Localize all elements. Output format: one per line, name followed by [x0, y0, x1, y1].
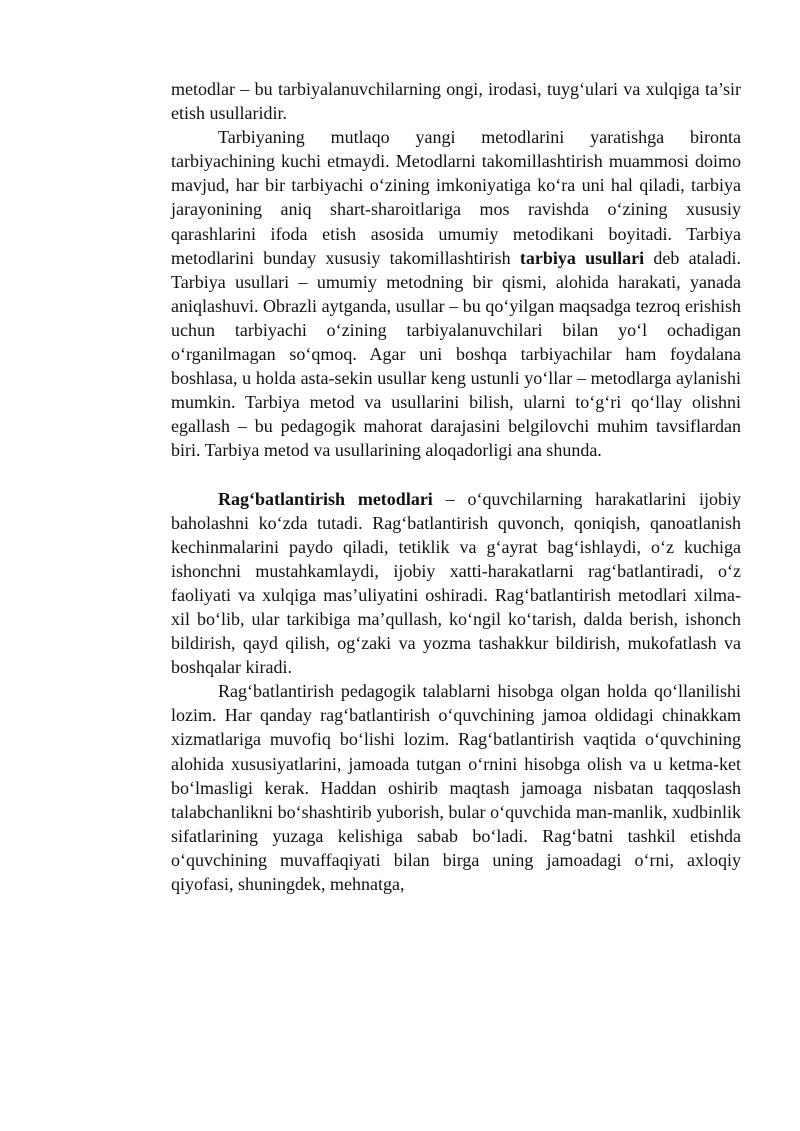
paragraph-spacer [171, 463, 741, 487]
paragraph-methods-improvement [171, 125, 741, 462]
paragraph-encouragement-requirements [171, 679, 741, 896]
paragraph-text-part1: Tarbiyaning mutlaqo yangi metodlarini yaratishga bironta tarbiyachining kuchi etmaydi. Metodlarni takomillashtirish muammosi doimo mavjud, har bir tarbiyachi o‘zining imkoniyatiga ko‘ra uni hal qiladi, tarbiya jarayonining aniq shart-sharoitlariga mos ravishda o‘zining xususiy qarashlarini ifoda etish asosida umumiy metodikani boyitadi. Tarbiya metodlarini bunday xususiy takomillashtirish [171, 127, 741, 268]
paragraph-text: metodlar – bu tarbiyalanuvchilarning ongi, irodasi, tuyg‘ulari va xulqiga ta’sir etish usullaridir. [171, 79, 741, 124]
paragraph-text: Rag‘batlantirish pedagogik talablarni hisobga olgan holda qo‘llanilishi lozim. Har qanday rag‘batlantirish o‘quvchining jamoa oldidagi chinakkam xizmatlariga muvofiq bo‘lishi lozim. Rag‘batlantirish vaqtida o‘quvchining alohida xususiyatlarini, jamoada tutgan o‘rnini hisobga olish va u ketma-ket bo‘lmasligi kerak. Haddan oshirib maqtash jamoaga nisbatan taqqoslash talabchanlikni bo‘shashtirib yuborish, bular o‘quvchida man-manlik, xudbinlik sifatlarining yuzaga kelishiga sabab bo‘ladi. Rag‘batni tashkil etishda o‘quvchining muvaffaqiyati bilan birga uning jamoadagi o‘rni, axloqiy qiyofasi, shuningdek, mehnatga, [171, 681, 741, 894]
paragraph-methods-definition [171, 77, 741, 125]
paragraph-text: – o‘quvchilarning harakatlarini ijobiy baholashni ko‘zda tutadi. Rag‘batlantirish quvonch, qoniqish, qanoatlanish kechinmalarini paydo qiladi, tetiklik va g‘ayrat bag‘ishlaydi, o‘z kuchiga ishonchni mustahkamlaydi, ijobiy xatti-harakatlarni rag‘batlantiradi, o‘z faoliyati va xulqiga mas’uliyatini oshiradi. Rag‘batlantirish metodlari xilma-xil bo‘lib, ular tarkibiga ma’qullash, ko‘ngil ko‘tarish, dalda berish, ishonch bildirish, qayd qilish, og‘zaki va yozma tashakkur bildirish, mukofatlash va boshqalar kiradi. [171, 488, 742, 678]
document-page [171, 77, 741, 896]
paragraph-encouragement-methods [171, 487, 741, 680]
bold-term-ragbatlantirish-metodlari: Rag‘batlantirish metodlari [218, 488, 433, 509]
paragraph-text-part2: deb ataladi. Tarbiya usullari – umumiy metodning bir qismi, alohida harakati, yanada aniqlashuvi. Obrazli aytganda, usullar – bu qo‘yilgan maqsadga tezroq erishish uchun tarbiyachi o‘zining tarbiyalanuvchilari bilan yo‘l ochadigan o‘rganilmagan so‘qmoq. Agar uni boshqa tarbiyachilar ham foydalana boshlasa, u holda asta-sekin usullar keng ustunli yo‘llar – metodlarga aylanishi mumkin. Tarbiya metod va usullarini bilish, ularni to‘g‘ri qo‘llay olishni egallash – bu pedagogik mahorat darajasini belgilovchi muhim tavsiflardan biri. Tarbiya metod va usullarining aloqadorligi ana shunda. [171, 247, 742, 461]
bold-term-tarbiya-usullari: tarbiya usullari [519, 247, 645, 268]
